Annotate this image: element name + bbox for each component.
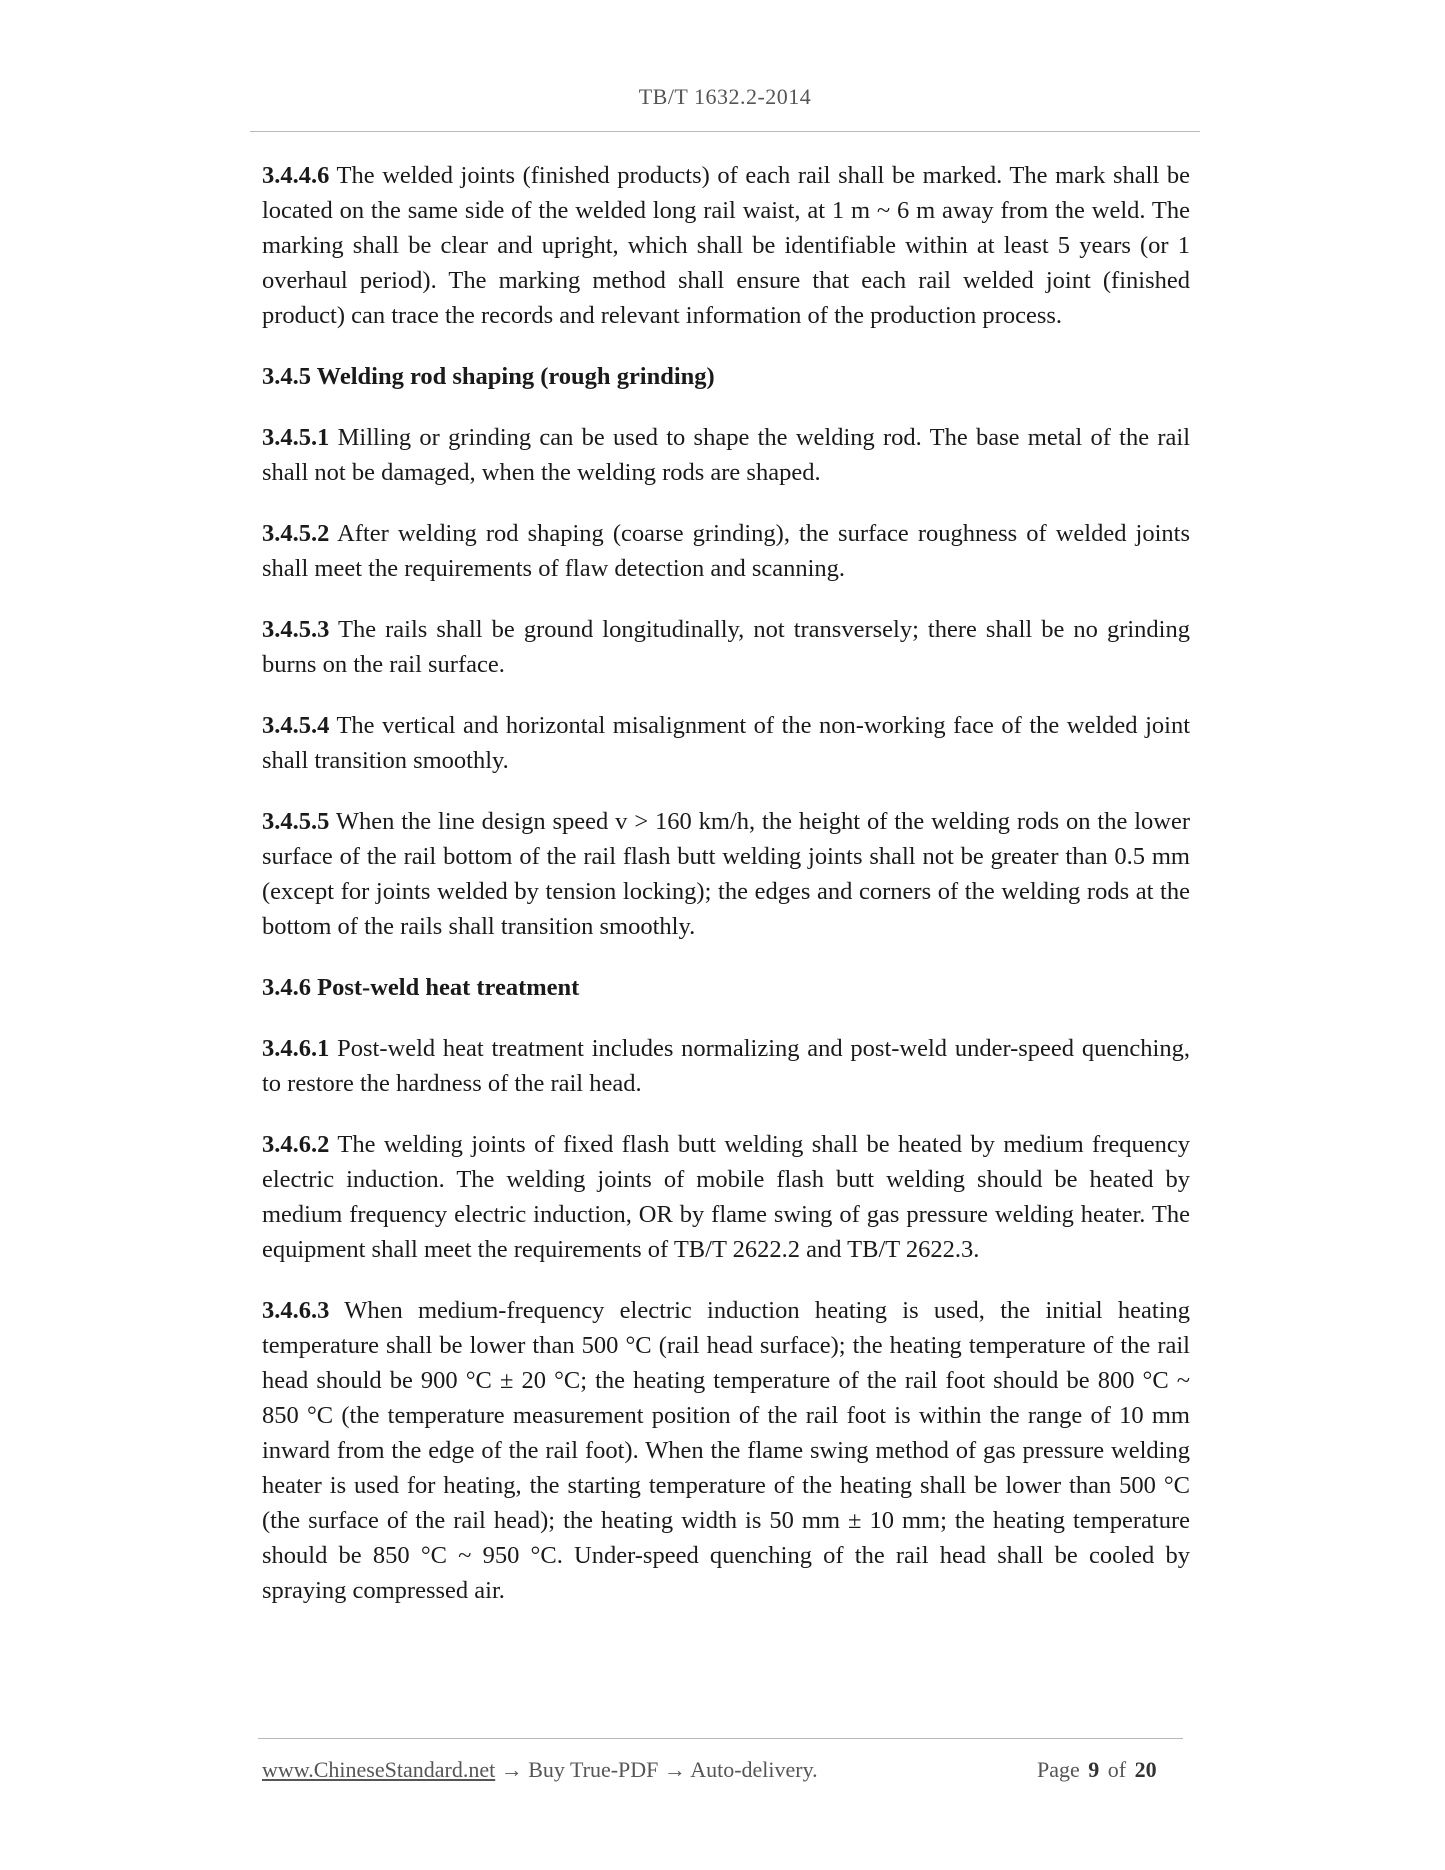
clause-3-4-5-4 [262, 708, 1190, 778]
clause-3-4-5-1 [262, 420, 1190, 490]
clause-text: The welded joints (finished products) of each rail shall be marked. The mark shall be located on the same side of the welded long rail waist, at 1 m ~ 6 m away from the weld. The marking shall be clear and upright, which shall be identifiable within at least 5 years (or 1 overhaul period). The marking method shall ensure that each rail welded joint (finished product) can trace the records and relevant information of the production process. [262, 162, 1190, 329]
page-indicator [1037, 1757, 1157, 1783]
section-heading-3-4-6: 3.4.6 Post-weld heat treatment [262, 974, 580, 1001]
clause-3-4-5-2 [262, 516, 1190, 586]
footer-divider [258, 1738, 1183, 1739]
section-heading-3-4-5: 3.4.5 Welding rod shaping (rough grinding) [262, 363, 715, 390]
site-link[interactable]: www.ChineseStandard.net [262, 1757, 496, 1782]
clause-text: The vertical and horizontal misalignment of the non-working face of the welded joint shall transition smoothly. [262, 712, 1190, 774]
clause-number: 3.4.5.4 [262, 712, 330, 739]
clause-3-4-4-6 [262, 158, 1190, 333]
clause-number: 3.4.6.3 [262, 1297, 330, 1324]
clause-number: 3.4.5.3 [262, 616, 330, 643]
page-label: Page [1037, 1757, 1089, 1782]
clause-text: When medium-frequency electric induction heating is used, the initial heating temperature shall be lower than 500 °C (rail head surface); the heating temperature of the rail head should be 900 °C ± 20 °C; the heating temperature of the rail foot should be 800 °C ~ 850 °C (the temperature measurement position of the rail foot is within the range of 10 mm inward from the edge of the rail foot). When the flame swing method of gas pressure welding heater is used for heating, the starting temperature of the heating shall be lower than 500 °C (the surface of the rail head); the heating width is 50 mm ± 10 mm; the heating temperature should be 850 °C ~ 950 °C. Under-speed quenching of the rail head shall be cooled by spraying compressed air. [262, 1297, 1190, 1604]
clause-text: Post-weld heat treatment includes normalizing and post-weld under-speed quenching, to restore the hardness of the rail head. [262, 1035, 1190, 1097]
footer-tagline: → Buy True-PDF → Auto-delivery. [495, 1757, 818, 1782]
clause-3-4-5-5 [262, 804, 1190, 944]
clause-text: Milling or grinding can be used to shape the welding rod. The base metal of the rail shall not be damaged, when the welding rods are shaped. [262, 424, 1190, 486]
header-divider [250, 131, 1200, 132]
footer-promo [262, 1757, 818, 1783]
clause-text: The welding joints of fixed flash butt welding shall be heated by medium frequency electric induction. The welding joints of mobile flash butt welding should be heated by medium frequency electric induction, OR by flame swing of gas pressure welding heater. The equipment shall meet the requirements of TB/T 2622.2 and TB/T 2622.3. [262, 1131, 1190, 1263]
clause-text: The rails shall be ground longitudinally, not transversely; there shall be no grinding burns on the rail surface. [262, 616, 1190, 678]
clause-3-4-5-3 [262, 612, 1190, 682]
page-total: 20 [1134, 1757, 1157, 1782]
document-id: TB/T 1632.2-2014 [638, 84, 812, 109]
document-header [250, 84, 1200, 110]
clause-number: 3.4.6.1 [262, 1035, 330, 1062]
page-current: 9 [1088, 1757, 1100, 1782]
clause-text: When the line design speed v > 160 km/h, the height of the welding rods on the lower surface of the rail bottom of the rail flash butt welding joints shall not be greater than 0.5 mm (except for joints welded by tension locking); the edges and corners of the welding rods at the bottom of the rails shall transition smoothly. [262, 808, 1190, 940]
clause-3-4-6-1 [262, 1031, 1190, 1101]
page-content [262, 158, 1190, 1634]
page-of-label: of [1099, 1757, 1135, 1782]
clause-3-4-6-2 [262, 1127, 1190, 1267]
clause-number: 3.4.5.2 [262, 520, 330, 547]
clause-number: 3.4.5.1 [262, 424, 330, 451]
clause-3-4-6-3 [262, 1293, 1190, 1608]
clause-number: 3.4.5.5 [262, 808, 330, 835]
clause-number: 3.4.4.6 [262, 162, 330, 189]
clause-number: 3.4.6.2 [262, 1131, 330, 1158]
clause-text: After welding rod shaping (coarse grinding), the surface roughness of welded joints shall meet the requirements of flaw detection and scanning. [262, 520, 1190, 582]
